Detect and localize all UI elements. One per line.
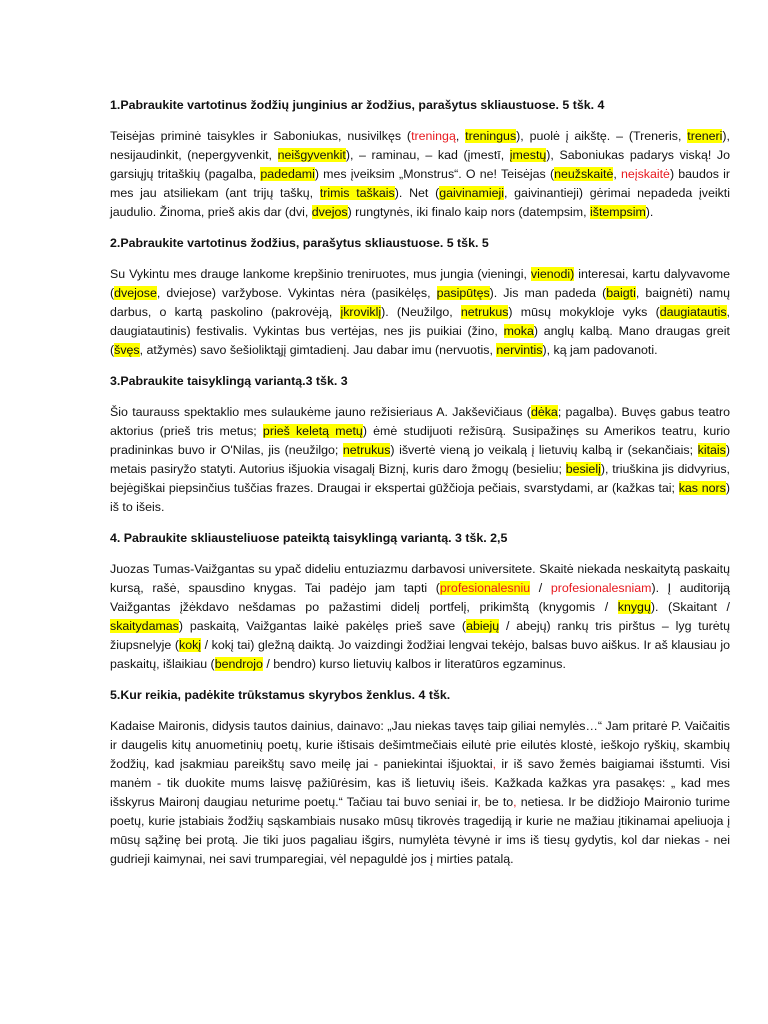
highlighted-answer: netrukus [342,443,391,457]
section-paragraph [110,560,730,674]
text-run: Šio taurauss spektaklio mes sulaukėme jauno režisieriaus A. Jakševičiaus ( [110,405,531,419]
text-run: , [455,129,466,143]
red-text-run: neįskaitė [621,167,670,181]
text-run: ), nesijaudinkit, (nepergyvenkit, [110,129,730,162]
red-text-run: treningą [411,129,456,143]
section-heading: 2.Pabraukite vartotinus žodžius, parašytus skliaustuose. 5 tšk. 5 [110,236,489,250]
text-run: ), triuškina jis didvyrius, bejėgiškai piepsinčius tuščias frazes. Draugai ir ekspertai gūžčioja pečiais, svarstydami, ar (kažkas tai; [110,462,730,495]
highlighted-answer: švęs [114,343,140,357]
section-paragraph [110,403,730,517]
highlighted-answer: neišgyvenkit [277,148,346,162]
text-run: ), Saboniukas padarys viską! Jo garsiųjų tritaškių (pagalba, [110,148,731,181]
highlighted-answer: kitais [697,443,726,457]
section-heading: 3.Pabraukite taisyklingą variantą.3 tšk. 3 [110,374,348,388]
text-run: ). Jis man padeda ( [489,286,607,300]
text-run: ). Net ( [394,186,440,200]
text-run: / [530,581,551,595]
section-paragraph [110,127,730,222]
highlighted-answer: besielį [565,462,601,476]
section-paragraph [110,717,730,869]
highlighted-answer: įkroviklį [340,305,382,319]
section-3 [110,372,730,517]
text-run: netiesa. Ir be didžiojo Maironio turime poetų, kurie įstabiais žodžių sąskambiais nusako mūsų tikrovės tragediją ir kurie ne mažiau įtikinamai apeliuoja į mūsų sąžinę bei protą. Jie tiki juos pagaliau išgirs, numylėta tėvynė ir ims iš tiesų gydytis, kol dar niekas - nei gudrieji kaimynai, nei savi trumparegiai, vėl nepaguldė jos į mirties patalą. [110,795,730,866]
text-run: , baignėti) namų darbus, o kartą paskolino (pakrovėją, [110,286,730,319]
text-run: ) paskaitą, Vaižgantas laikė pakėlęs prieš save ( [178,619,467,633]
section-5 [110,686,730,869]
text-run: ) mes įveiksim „Monstrus“. O ne! Teisėjas ( [314,167,555,181]
text-run: , dviejose) varžybose. Vykintas nėra (pasikėlęs, [156,286,437,300]
highlighted-answer: prieš keletą metų [262,424,363,438]
highlighted-answer: nervintis [496,343,543,357]
section-heading: 4. Pabraukite skliausteliuose pateiktą taisyklingą variantą. 3 tšk. 2,5 [110,531,508,545]
highlighted-answer: kas nors [678,481,726,495]
highlighted-answer: treneri [687,129,723,143]
text-run: Kadaise Maironis, didysis tautos dainius, dainavo: „Jau niekas tavęs taip giliai nemylės…“ Jam pritarė P. Vaičaitis ir daugelis kitų anuometinių poetų, kurie ištisais dešimtmečiais eilutė prie eilutės klostė, ieškojo ryškių, skambių žodžių, kad įsakmiau pareikštų savo meilę jai - paniekintai išjuoktai [110,719,730,771]
highlighted-answer: kokį [179,638,202,652]
text-run: ). (Skaitant / [650,600,730,614]
text-run: , gaivinantieji) gėrimai nepadeda įveikti jaudulio. Žinoma, prieš akis dar (dvi, [110,186,731,219]
highlighted-answer: netrukus [460,305,509,319]
red-text-run: , [477,795,481,809]
highlighted-answer: dėka [530,405,558,419]
section-heading: 5.Kur reikia, padėkite trūkstamus skyrybos ženklus. 4 tšk. [110,688,451,702]
highlighted-answer: neužskaitė [554,167,614,181]
text-run: ). [645,205,654,219]
text-run: ). Į auditoriją Vaižgantas įžėkdavo nešdamas po pažastimi didelį portfelį, prikimštą (knygomis / [110,581,731,614]
highlighted-answer: treningus [465,129,517,143]
text-run: ) metais pasiryžo statyti. Autorius išjuokia visagalį Biznį, kuris daro žmogų (besieliu; [110,443,731,476]
text-run: be to [480,795,514,809]
section-heading: 1.Pabraukite vartotinus žodžių junginius ar žodžius, parašytus skliaustuose. 5 tšk. 4 [110,98,605,112]
text-run: / abejų) rankų tris pirštus – lyg turėtų žiupsnelyje ( [110,619,730,652]
text-run: ) iš to išeis. [110,481,730,514]
text-run: Juozas Tumas-Vaižgantas su ypač dideliu entuziazmu darbavosi universitete. Skaitė niekada neskaitytą paskaitų kursą, rašė, spausdino knygas. Tai padėjo jam tapti ( [110,562,730,595]
text-run: ), ką jam padovanoti. [542,343,658,357]
text-run: interesai, kartu dalyvavome ( [110,267,730,300]
text-run: ), – raminau, – kad (įmestī, [345,148,510,162]
text-run: ) anglų kalbą. Mano draugas greit ( [110,324,730,357]
highlighted-answer: ištempsim [590,205,646,219]
section-1 [110,96,730,222]
section-paragraph [110,265,730,360]
text-run: , daugiatautinis) festivalis. Vykintas bus vertėjas, nes jis puikiai (žino, [110,305,730,338]
text-run: / bendro) kurso lietuvių kalbos ir literatūros egzaminus. [262,657,566,671]
highlighted-answer: pasipūtęs [436,286,490,300]
text-run: ir iš savo žemės baigiamai išstumti. Visi manėm - tik duokite mums laisvę pažiūrėsim, kas iš lietuvių išeis. Kažkada kažkas yra pasakęs: „ kad mes išskyrus Maironį daugiau neturime poetų.“ Tačiau tai buvo seniai ir [110,757,730,809]
section-4 [110,529,730,674]
highlighted-answer: knygų [617,600,651,614]
red-text-run: , [492,757,497,771]
section-2 [110,234,730,360]
text-run: ) išvertė vieną jo veikalą į lietuvių kalbą ir (sekančiais; [390,443,698,457]
text-run: ). (Neužilgo, [381,305,461,319]
highlighted-answer: dvejos [311,205,348,219]
highlighted-answer: skaitydamas [110,619,179,633]
highlighted-answer: baigti [606,286,636,300]
text-run: / kokį tai) gležną daiktą. Jo vaizdingi žodžiai lengvai tekėjo, balsas buvo aiškus. Ir aš klausiau jo paskaitų, išlaikiau ( [110,638,730,671]
text-run: , [613,167,622,181]
red-text-run: profesionalesniam [550,581,652,595]
text-run: ), puolė į aikštę. – (Treneris, [516,129,688,143]
highlighted-answer: vienodi) [530,267,575,281]
text-run: ; pagalba). Buvęs gabus teatro aktorius (prieš tris metus; [110,405,731,438]
text-run: Teisėjas priminė taisykles ir Saboniukas, nusivilkęs ( [110,129,412,143]
text-run: ) rungtynės, iki finalo kaip nors (datempsim, [347,205,591,219]
text-run: , atžymės) savo šešioliktąjį gimtadienį. Jau dabar imu (nervuotis, [139,343,497,357]
highlighted-answer: dvejose [114,286,157,300]
highlighted-answer: daugiatautis [659,305,727,319]
highlighted-answer: gaivinamieji [439,186,504,200]
highlighted-answer: padedami [260,167,315,181]
document-page [110,96,730,881]
highlighted-answer: bendrojo [214,657,263,671]
highlighted-answer: profesionalesniu [439,581,531,595]
text-run: ) ėmė studijuoti režisūrą. Susipažinęs su Amerikos teatru, kurio pradininkas buvo ir O'Nilas, jis (neužilgo; [110,424,730,457]
text-run: Su Vykintu mes drauge lankome krepšinio treniruotes, mus jungia (vieningi, [110,267,531,281]
highlighted-answer: moka [503,324,534,338]
red-text-run: , [513,795,517,809]
text-run: ) baudos ir mes jau atsiliekam (ant trijų taškų, [110,167,731,200]
highlighted-answer: abiejų [466,619,500,633]
text-run: ) mūsų mokykloje vyks ( [508,305,660,319]
highlighted-answer: įmestų [509,148,547,162]
highlighted-answer: trimis taškais [319,186,395,200]
